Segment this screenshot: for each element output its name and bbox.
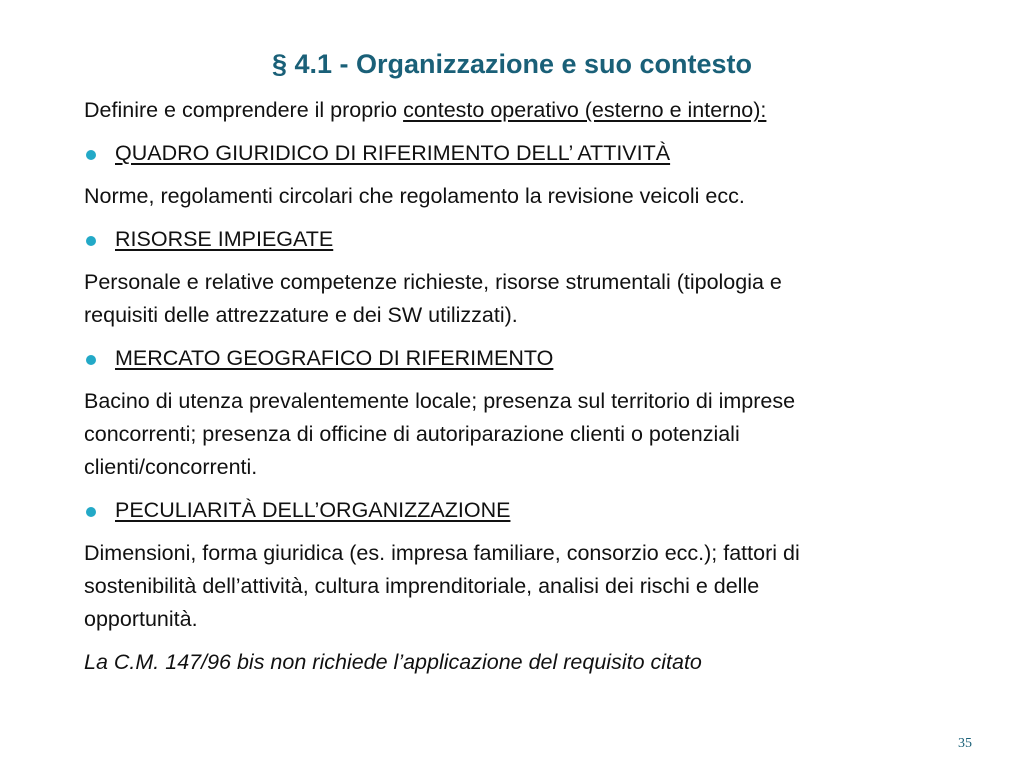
body-line: Dimensioni, forma giuridica (es. impresa familiare, consorzio ecc.); fattori di [84,541,800,565]
bullet-icon [86,507,96,517]
section-heading-text: QUADRO GIURIDICO DI RIFERIMENTO DELL’ ATTIVITÀ [115,141,671,165]
body-line: sostenibilità dell’attività, cultura imprenditoriale, analisi dei rischi e delle [84,574,760,598]
intro-text: Definire e comprendere il proprio [84,98,404,122]
intro-underlined-text: contesto operativo (esterno e interno): [403,98,767,122]
section-heading-text: RISORSE IMPIEGATE [115,227,334,251]
section-body-risorse-impiegate [84,266,984,332]
section-body-peculiarita [84,537,984,636]
section-heading-mercato-geografico [84,342,984,375]
slide-title: § 4.1 - Organizzazione e suo contesto [271,49,753,79]
section-heading-text: MERCATO GEOGRAFICO DI RIFERIMENTO [115,346,554,370]
intro-line [84,94,984,127]
body-line: Norme, regolamenti circolari che regolamento la revisione veicoli ecc. [84,184,745,208]
page-number: 35 [958,736,972,751]
slide-body [84,94,984,679]
note-text: La C.M. 147/96 bis non richiede l’applicazione del requisito citato [84,650,702,674]
bullet-icon [86,236,96,246]
bullet-icon [86,355,96,365]
section-heading-risorse-impiegate [84,223,984,256]
section-body-mercato-geografico [84,385,984,484]
body-line: requisiti delle attrezzature e dei SW utilizzati). [84,303,518,327]
body-line: Personale e relative competenze richieste, risorse strumentali (tipologia e [84,270,782,294]
body-line: opportunità. [84,607,198,631]
section-heading-quadro-giuridico [84,137,984,170]
body-line: Bacino di utenza prevalentemente locale; presenza sul territorio di imprese [84,389,796,413]
body-line: concorrenti; presenza di officine di autoriparazione clienti o potenziali [84,422,740,446]
bullet-icon [86,150,96,160]
body-line: clienti/concorrenti. [84,455,258,479]
section-body-quadro-giuridico [84,180,984,213]
section-heading-peculiarita [84,494,984,527]
section-heading-text: PECULIARITÀ DELL’ORGANIZZAZIONE [115,498,511,522]
